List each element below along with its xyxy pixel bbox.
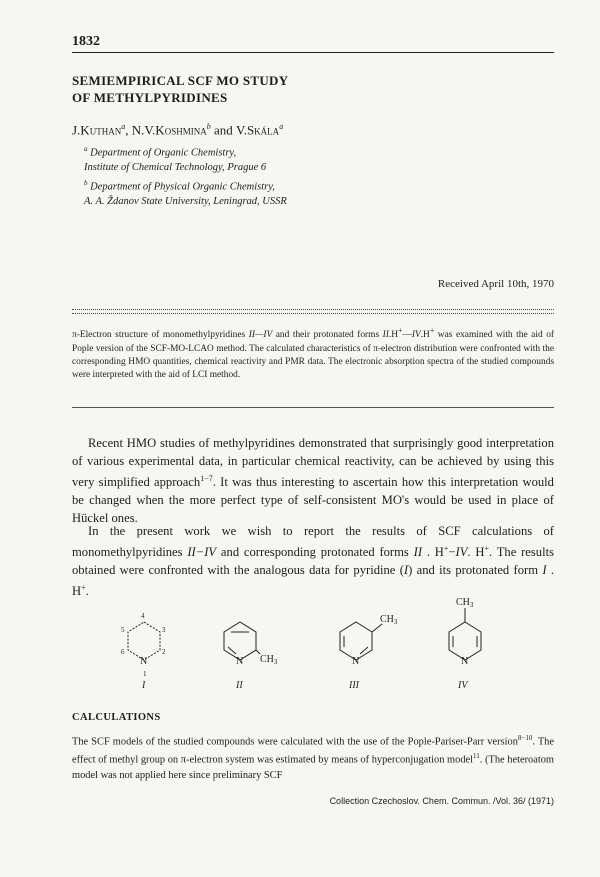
nitrogen-atom: N — [236, 656, 244, 667]
citation-mark: 11 — [473, 752, 480, 761]
nitrogen-atom: N — [352, 656, 360, 667]
body-text: . H — [72, 563, 554, 599]
citation-mark: 8−10 — [517, 734, 533, 742]
abstract-top-rule-2 — [72, 313, 554, 314]
author-kuthan: J.Kuthan — [72, 122, 122, 138]
charge-sup: + — [81, 583, 86, 593]
affiliation-b-line-2: A. A. Ždanov State University, Leningrad, USSR — [84, 195, 287, 207]
body-text: . The effect of methyl group on π-electron system was estimated by means of hyperconjugation model — [72, 736, 554, 766]
author-skala: V.Skála — [235, 122, 280, 138]
affiliation-mark: a — [84, 145, 88, 153]
section-heading-calculations: CALCULATIONS — [72, 712, 161, 723]
body-text: . — [85, 584, 89, 599]
body-text: . (The heteroatom model was not applied here since preliminary SCF — [72, 754, 555, 781]
affiliation-a-line-2: Institute of Chemical Technology, Prague 6 — [84, 162, 267, 173]
author-koshmina: N.V.Koshmina — [131, 122, 207, 138]
methyl-group: $CH_3$ — [260, 654, 278, 666]
author-separator: and — [210, 122, 236, 138]
affiliation-text: Department of Organic Chemistry, — [87, 147, 237, 159]
compound-ref: I — [403, 563, 409, 578]
calculations-paragraph — [72, 731, 554, 783]
body-text: In the present work we wish to report the results of SCF calculations of monomethylpyridines — [72, 524, 554, 560]
abstract-compound: II — [382, 330, 389, 341]
charge-sup: + — [484, 544, 489, 553]
atom-number: 6 — [121, 648, 125, 656]
abstract-top-rule — [72, 309, 554, 310]
journal-footer: Collection Czechoslov. Chem. Commun. /Vol. 36/ (1971) — [329, 796, 554, 806]
nitrogen-atom: N — [140, 656, 148, 667]
atom-number: 1 — [143, 670, 147, 678]
body-text: − — [448, 545, 456, 560]
abstract-compound: IV — [411, 330, 421, 341]
author-list — [72, 122, 283, 138]
author-separator: , — [125, 122, 132, 138]
body-text: . The results obtained were confronted with the analogous data for pyridine ( — [72, 545, 554, 578]
atom-number: 4 — [141, 612, 145, 620]
author-affil-mark: b — [206, 122, 211, 131]
nitrogen-atom: N — [461, 656, 469, 667]
compound-label: IV — [458, 680, 468, 691]
abstract-text: was examined with the aid of Pople version of the SCF-MO-LCAO method. The calculated characteristics of π-electron distribution were confronted with the corresponding HMO quantities, chemical reactivity and PMR data. The electronic absorption spectra of the studied compounds were interpreted with the aid of LCI method. — [72, 330, 555, 381]
abstract-sup: + — [398, 326, 403, 335]
author-affil-mark: a — [121, 122, 126, 131]
pyridine-ring — [449, 622, 481, 660]
header-rule — [72, 52, 554, 53]
title-line-2: OF METHYLPYRIDINES — [72, 90, 228, 105]
atom-number: 3 — [162, 626, 166, 634]
charge-sup: + — [443, 544, 449, 553]
body-text: . It was thus interesting to ascertain how this interpretation would be changed when the more perfect type of self-consistent MO's would be used in place of Hückel ones. — [72, 475, 554, 526]
body-text: and corresponding protonated forms — [216, 545, 414, 560]
received-date: Received April 10th, 1970 — [437, 278, 554, 290]
paper-title — [72, 72, 492, 106]
body-text: . H — [422, 545, 444, 560]
abstract-text: and their protonated forms — [272, 330, 383, 341]
compound-ref: I — [542, 563, 547, 578]
methyl-group: $CH_3$ — [456, 597, 474, 609]
pyridine-ring — [340, 622, 372, 660]
abstract-text: π-Electron structure of monomethylpyridines — [72, 330, 249, 341]
pyridine-ring — [224, 622, 256, 660]
author-affil-mark: a — [279, 122, 284, 131]
compound-label: II — [236, 680, 243, 691]
body-text: ) and its protonated form — [408, 563, 543, 578]
affiliations — [84, 142, 504, 209]
methyl-group: $CH_3$ — [380, 614, 398, 626]
body-paragraph-1 — [72, 434, 554, 527]
compound-ref: IV — [455, 545, 468, 560]
abstract-sup: + — [429, 326, 435, 335]
abstract-text: .H — [388, 330, 399, 341]
body-text: Recent HMO studies of methylpyridines demonstrated that surprisingly good interpretation of various experimental data, in particular chemical reactivity, can be achieved by using this very simplified approach — [72, 436, 554, 490]
abstract — [72, 324, 554, 383]
abstract-bottom-rule — [72, 407, 554, 408]
compound-label: I — [142, 680, 146, 691]
citation-mark: 1−7 — [200, 474, 213, 483]
affiliation-b-line-1 — [84, 176, 504, 195]
pyridine-ring — [128, 622, 160, 660]
title-line-1: SEMIEMPIRICAL SCF MO STUDY — [72, 73, 289, 88]
compound-ref: II−IV — [187, 545, 217, 560]
affiliation-mark: b — [84, 178, 88, 187]
compound-ref: II — [413, 545, 423, 560]
compound-label: III — [349, 680, 359, 691]
abstract-text: — — [402, 330, 412, 341]
affiliation-text: Department of Physical Organic Chemistry, — [87, 181, 275, 192]
atom-number: 2 — [162, 648, 166, 656]
structure-figure — [110, 592, 510, 692]
abstract-text: .H — [420, 330, 430, 341]
atom-number: 5 — [121, 626, 125, 634]
abstract-compound: II—IV — [248, 330, 273, 341]
page-number: 1832 — [72, 34, 100, 49]
body-paragraph-2 — [72, 522, 554, 600]
body-text: . H — [467, 545, 485, 560]
affiliation-a-line-1 — [84, 142, 504, 161]
body-text: The SCF models of the studied compounds were calculated with the use of the Pople-Pariser-Parr version — [72, 736, 518, 748]
